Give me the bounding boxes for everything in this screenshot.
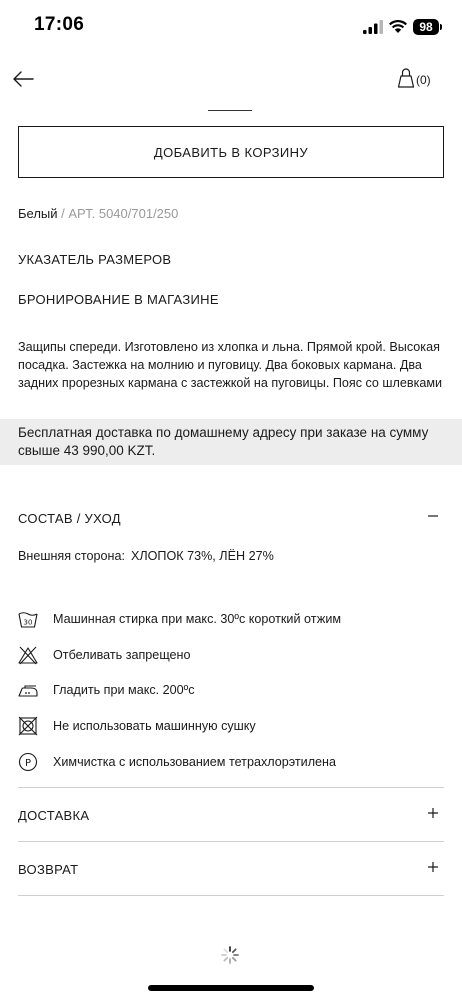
care-text: Машинная стирка при макс. 30ºc короткий отжим bbox=[53, 612, 342, 626]
back-arrow-icon[interactable] bbox=[12, 70, 34, 88]
composition-outer-label: Внешняя сторона: bbox=[18, 549, 125, 563]
product-color: Белый bbox=[18, 206, 58, 221]
svg-text:30: 30 bbox=[23, 618, 33, 627]
collapse-minus-icon[interactable] bbox=[426, 509, 440, 523]
nav-bar bbox=[0, 60, 462, 100]
cart-count[interactable]: (0) bbox=[416, 73, 431, 87]
delivery-header[interactable] bbox=[18, 808, 444, 828]
returns-header[interactable] bbox=[18, 862, 444, 882]
svg-text:P: P bbox=[24, 758, 32, 769]
home-indicator bbox=[148, 985, 314, 991]
iron-icon bbox=[18, 680, 38, 700]
loading-spinner-icon bbox=[220, 945, 240, 965]
care-item bbox=[18, 645, 448, 667]
color-article-line bbox=[18, 206, 178, 221]
status-time: 17:06 bbox=[34, 14, 85, 35]
expand-plus-icon[interactable] bbox=[426, 806, 440, 820]
care-item bbox=[18, 609, 448, 631]
expand-plus-icon[interactable] bbox=[426, 860, 440, 874]
section-divider bbox=[18, 841, 444, 842]
product-description: Защипы спереди. Изготовлено из хлопка и льна. Прямой крой. Высокая посадка. Застежка на молнию и пуговицу. Два боковых кармана. Два задних прорезных кармана с застежкой на пуговицы. Пояс со шлевками bbox=[18, 340, 443, 390]
product-article: / АРТ. 5040/701/250 bbox=[57, 206, 179, 221]
wifi-icon bbox=[388, 18, 408, 34]
battery-tip bbox=[440, 24, 442, 30]
composition-care-label: СОСТАВ / УХОД bbox=[18, 511, 121, 526]
section-divider bbox=[18, 787, 444, 788]
battery-indicator: 98 bbox=[413, 19, 439, 35]
care-item bbox=[18, 752, 448, 774]
add-to-cart-button[interactable]: ДОБАВИТЬ В КОРЗИНУ bbox=[18, 126, 444, 178]
no-tumble-dry-icon bbox=[18, 716, 38, 736]
care-text: Отбеливать запрещено bbox=[53, 648, 191, 662]
cellular-signal-icon bbox=[363, 20, 383, 34]
top-divider bbox=[208, 110, 252, 111]
section-divider bbox=[18, 895, 444, 896]
delivery-label: ДОСТАВКА bbox=[18, 808, 90, 823]
shopping-bag-icon[interactable] bbox=[397, 68, 415, 88]
free-shipping-banner: Бесплатная доставка по домашнему адресу при заказе на сумму свыше 43 990,00 KZT. bbox=[0, 419, 462, 465]
returns-label: ВОЗВРАТ bbox=[18, 862, 79, 877]
wash-30-icon bbox=[18, 609, 38, 629]
composition-outer-value: ХЛОПОК 73%, ЛЁН 27% bbox=[130, 549, 274, 563]
dry-clean-p-icon bbox=[18, 752, 38, 772]
status-bar bbox=[0, 0, 462, 56]
care-text: Химчистка с использованием тетрахлорэтилена bbox=[53, 755, 337, 769]
care-item bbox=[18, 716, 448, 738]
no-bleach-icon bbox=[18, 645, 38, 665]
size-guide-link[interactable]: УКАЗАТЕЛЬ РАЗМЕРОВ bbox=[18, 252, 172, 267]
store-booking-link[interactable]: БРОНИРОВАНИЕ В МАГАЗИНЕ bbox=[18, 292, 219, 307]
composition-care-header[interactable] bbox=[18, 511, 444, 531]
care-text: Не использовать машинную сушку bbox=[53, 719, 256, 733]
care-item bbox=[18, 680, 448, 702]
composition-outer bbox=[18, 549, 274, 563]
care-text: Гладить при макс. 200ºc bbox=[53, 683, 195, 697]
